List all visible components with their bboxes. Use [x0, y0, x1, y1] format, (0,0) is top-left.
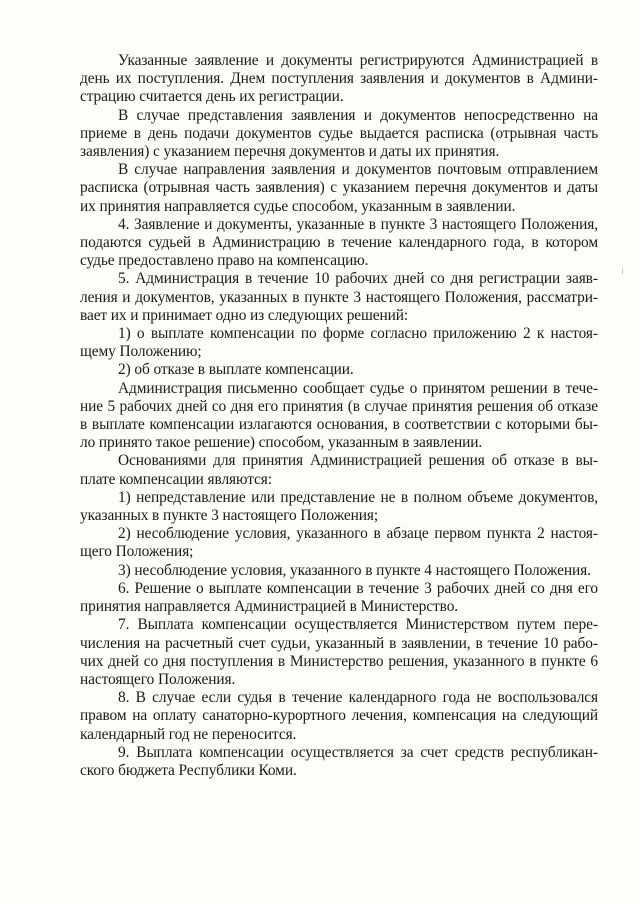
scan-artifact-mark — [622, 268, 623, 274]
paragraph-clause-5: 5. Администрация в течение 10 рабочих дней со дня регистрации заявления и документов, указанных в пункте 3 настоящего Положения, рассматривает их и принимает одно из следующих решений: — [80, 270, 598, 324]
list-item-decision-1: 1) о выплате компенсации по форме согласно приложению 2 к настоящему Положению; — [80, 325, 598, 361]
paragraph-clause-9: 9. Выплата компенсации осуществляется за счет средств республиканского бюджета Республики Коми. — [80, 743, 598, 779]
paragraph-in-person-receipt: В случае представления заявления и документов непосредственно на приеме в день подачи документов судье выдается расписка (отрывная часть заявления) с указанием перечня документов и даты их принятия. — [80, 106, 598, 161]
paragraph-notification: Администрация письменно сообщает судье о принятом решении в течение 5 рабочих дней со дня его принятия (в случае принятия решения об отказе в выплате компенсации излагаются основания, в соответствии с которыми было принято такое решение) способом, указанным в заявлении. — [80, 379, 598, 452]
paragraph-clause-4: 4. Заявление и документы, указанные в пункте 3 настоящего Положения, подаются судьей в Администрацию в течение календарного года, в котором судье предоставлено право на компенсацию. — [80, 215, 598, 270]
document-body — [80, 52, 598, 780]
list-item-ground-2: 2) несоблюдение условия, указанного в абзаце первом пункта 2 настоящего Положения; — [80, 525, 598, 561]
paragraph-postal-receipt: В случае направления заявления и документов почтовым отправлением расписка (отрывная часть заявления) с указанием перечня документов и даты их принятия направляется судье способом, указанным в заявлении. — [80, 161, 598, 215]
list-item-decision-2: 2) об отказе в выплате компенсации. — [118, 361, 354, 379]
paragraph-refusal-grounds: Основаниями для принятия Администрацией решения об отказе в выплате компенсации являются: — [80, 452, 598, 488]
list-item-ground-3: 3) несоблюдение условия, указанного в пункте 4 настоящего Положения. — [118, 561, 591, 579]
paragraph-clause-6: 6. Решение о выплате компенсации в течение 3 рабочих дней со дня его принятия направляется Администрацией в Министерство. — [80, 579, 598, 616]
paragraph-clause-7: 7. Выплата компенсации осуществляется Министерством путем перечисления на расчетный счет судьи, указанный в заявлении, в течение 10 рабочих дней со дня поступления в Министерство решения, указанного в пункте 6 настоящего Положения. — [80, 616, 598, 688]
paragraph-clause-8: 8. В случае если судья в течение календарного года не воспользовался правом на оплату санаторно-курортного лечения, компенсация на следующий календарный год не переносится. — [80, 689, 598, 743]
paragraph-registration: Указанные заявление и документы регистрируются Администрацией в день их поступления. Днем поступления заявления и документов в Администрацию считается день их регистрации. — [80, 52, 598, 106]
list-item-ground-1: 1) непредставление или представление не в полном объеме документов, указанных в пункте 3 настоящего Положения; — [80, 488, 598, 525]
